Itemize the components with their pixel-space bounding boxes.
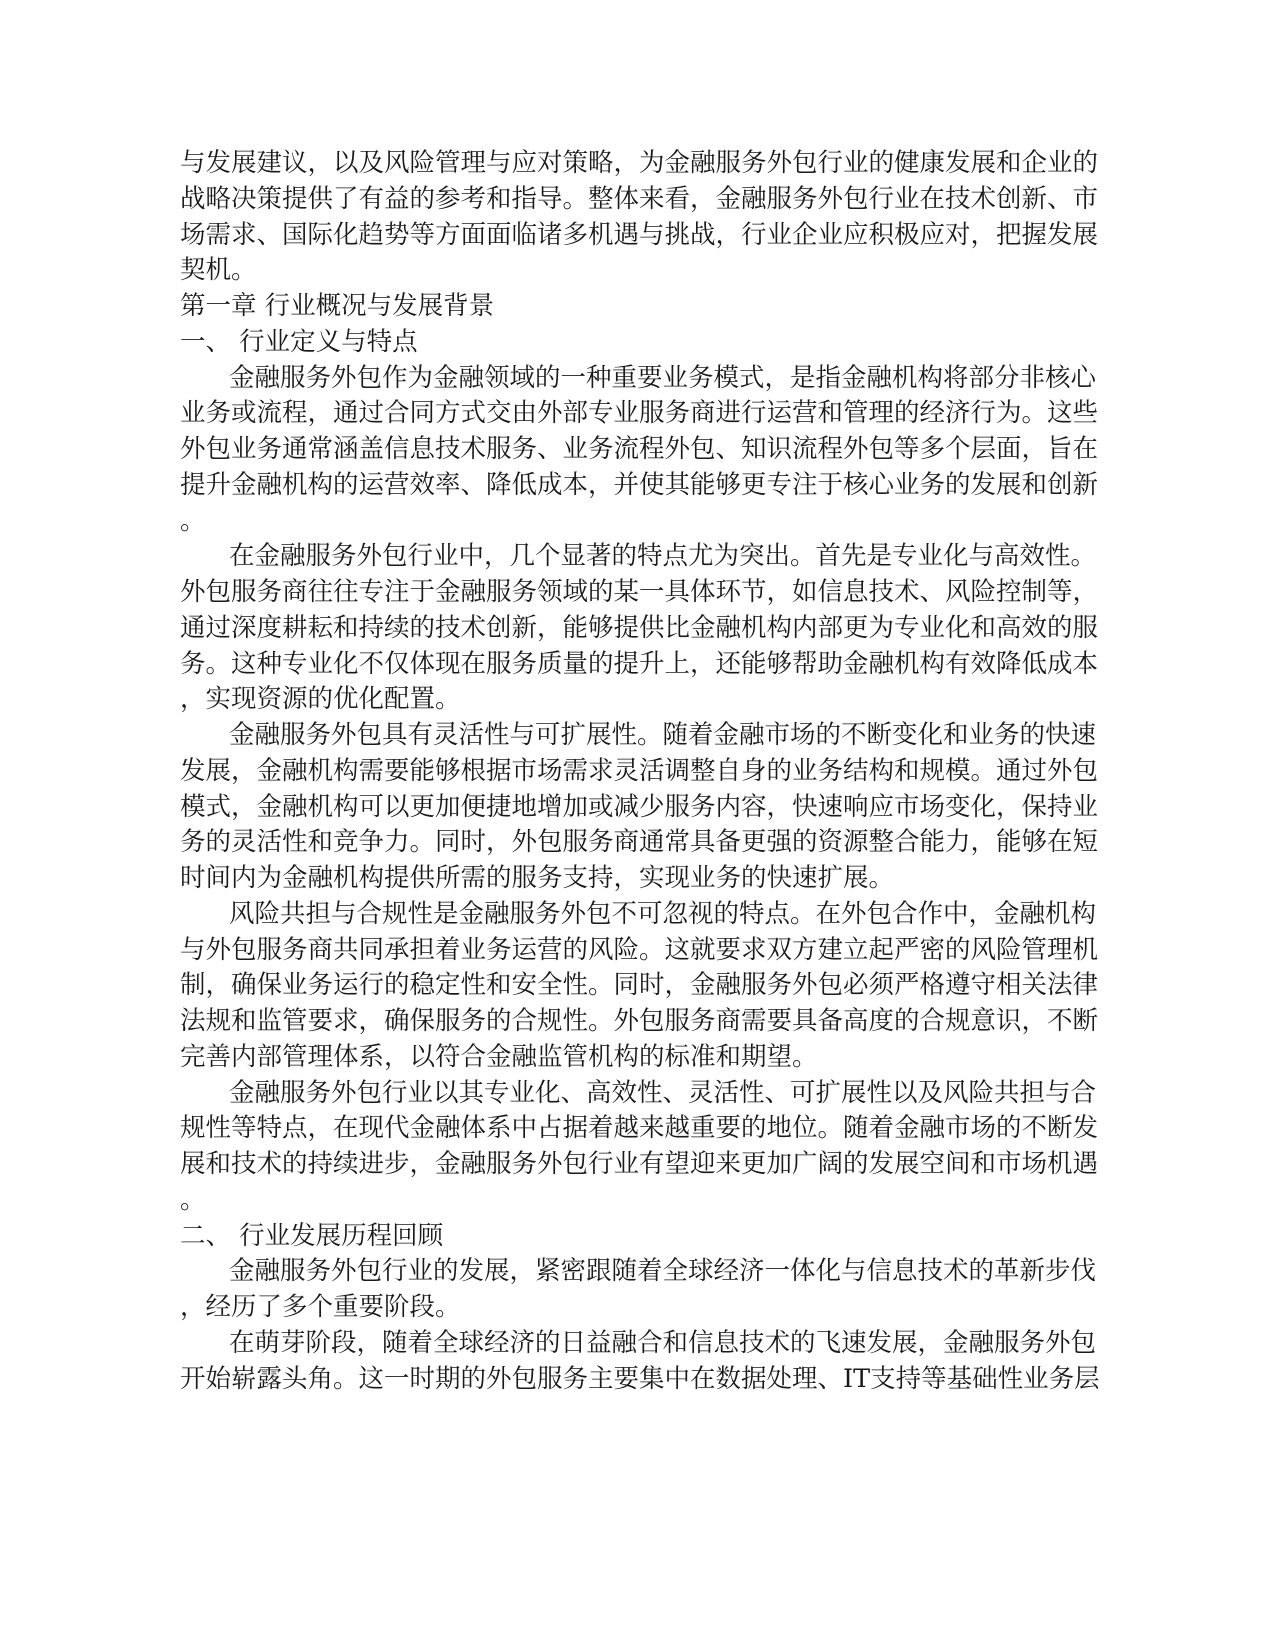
text-line: 金融服务外包行业以其专业化、高效性、灵活性、可扩展性以及风险共担与合: [229, 1077, 1097, 1108]
text-line: 提升金融机构的运营效率、降低成本，并使其能够更专注于核心业务的发展和创新: [180, 469, 1099, 500]
text-line: 。: [180, 1184, 206, 1215]
text-line: 完善内部管理体系，以符合金融监管机构的标准和期望。: [180, 1041, 818, 1072]
text-line: 战略决策提供了有益的参考和指导。整体来看，金融服务外包行业在技术创新、市: [180, 183, 1099, 214]
text-line: 在萌芽阶段，随着全球经济的日益融合和信息技术的飞速发展，金融服务外包: [229, 1327, 1097, 1358]
text-line: 金融服务外包具有灵活性与可扩展性。随着金融市场的不断变化和业务的快速: [229, 720, 1097, 750]
text-line: 业务或流程，通过合同方式交由外部专业服务商进行运营和管理的经济行为。这些: [180, 398, 1099, 429]
text-line: 金融服务外包作为金融领域的一种重要业务模式，是指金融机构将部分非核心: [229, 362, 1097, 393]
text-line: 场需求、国际化趋势等方面面临诸多机遇与挑战，行业企业应积极应对，把握发展: [180, 219, 1099, 250]
text-line: 规性等特点，在现代金融体系中占据着越来越重要的地位。随着金融市场的不断发: [180, 1113, 1099, 1144]
text-line: 外包业务通常涵盖信息技术服务、业务流程外包、知识流程外包等多个层面，旨在: [180, 434, 1099, 464]
text-line: 与外包服务商共同承担着业务运营的风险。这就要求双方建立起严密的风险管理机: [180, 934, 1099, 965]
text-line: 务。这种专业化不仅体现在服务质量的提升上，还能够帮助金融机构有效降低成本: [180, 648, 1099, 679]
text-line: 通过深度耕耘和持续的技术创新，能够提供比金融机构内部更为专业化和高效的服: [180, 612, 1099, 643]
text-line: 风险共担与合规性是金融服务外包不可忽视的特点。在外包合作中，金融机构: [229, 898, 1097, 929]
text-line: 模式，金融机构可以更加便捷地增加或减少服务内容，快速响应市场变化，保持业: [180, 791, 1099, 822]
text-line: 一、 行业定义与特点: [180, 326, 418, 357]
text-line: 第一章 行业概况与发展背景: [180, 291, 495, 321]
text-line: 二、 行业发展历程回顾: [180, 1220, 444, 1251]
text-line: 在金融服务外包行业中，几个显著的特点尤为突出。首先是专业化与高效性。: [229, 541, 1097, 572]
document-page: [180, 146, 1100, 1397]
text-line: ，经历了多个重要阶段。: [180, 1292, 461, 1322]
text-line: 。: [180, 505, 206, 536]
text-line: 务的灵活性和竞争力。同时，外包服务商通常具备更强的资源整合能力，能够在短: [180, 827, 1099, 858]
text-line: 契机。: [180, 255, 257, 286]
text-line: ，实现资源的优化配置。: [180, 684, 461, 715]
text-line: 展和技术的持续进步，金融服务外包行业有望迎来更加广阔的发展空间和市场机遇: [180, 1149, 1099, 1179]
text-line: 开始崭露头角。这一时期的外包服务主要集中在数据处理、IT支持等基础性业务层: [180, 1363, 1100, 1394]
text-line: 制，确保业务运行的稳定性和安全性。同时，金融服务外包必须严格遵守相关法律: [180, 970, 1099, 1001]
text-line: 时间内为金融机构提供所需的服务支持，实现业务的快速扩展。: [180, 863, 895, 893]
text-line: 外包服务商往往专注于金融服务领域的某一具体环节，如信息技术、风险控制等，: [180, 577, 1099, 607]
text-line: 金融服务外包行业的发展，紧密跟随着全球经济一体化与信息技术的革新步伐: [229, 1256, 1097, 1287]
text-line: 法规和监管要求，确保服务的合规性。外包服务商需要具备高度的合规意识，不断: [180, 1006, 1099, 1036]
text-line: 与发展建议，以及风险管理与应对策略，为金融服务外包行业的健康发展和企业的: [180, 148, 1099, 178]
text-line: 发展，金融机构需要能够根据市场需求灵活调整自身的业务结构和规模。通过外包: [180, 755, 1099, 786]
